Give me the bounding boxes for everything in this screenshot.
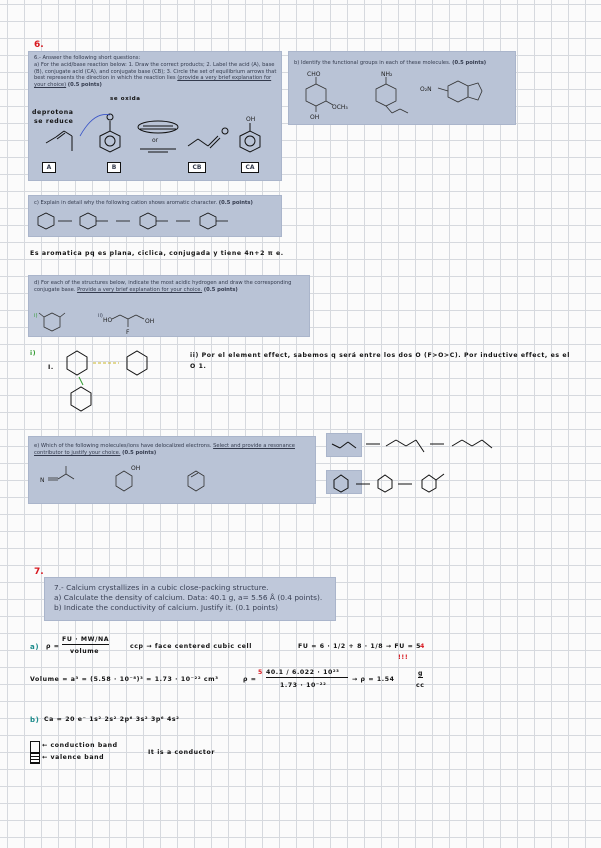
question-6a-card	[28, 51, 282, 181]
label-base-box: B	[107, 162, 121, 173]
answer-6d-drawing	[55, 345, 175, 415]
atom-cho: CHO	[307, 71, 321, 78]
atom-oh-d: OH	[145, 318, 155, 325]
question-6c-text-main: c) Explain in detail why the following cation shows aromatic character.	[34, 200, 218, 206]
valence-band-box	[30, 752, 40, 764]
atom-ho: HO	[103, 317, 113, 324]
answer-6d-explanation: ii) Por el element effect, sabemos q será entre los dos O (F>O>C). Por inductive effect, es el O 1.	[190, 352, 570, 370]
answer-7a-fu-correction: 4	[420, 643, 425, 650]
question-6d-card	[28, 275, 310, 337]
question-6e-text-link: Select and provide a resonance contributor to justify your choice.	[34, 443, 295, 456]
answer-7a-rho: ρ =	[46, 643, 60, 650]
question-6a-text-link: (provide a very brief explanation for your choice)	[34, 75, 272, 88]
phenol-structure	[240, 123, 260, 152]
answer-7a-unit-den: cc	[416, 682, 425, 689]
aromatic-cation-drawing	[28, 195, 282, 237]
delocalization-molecules-drawing	[28, 436, 316, 504]
label-acid-box: A	[42, 162, 56, 173]
acidity-structures-drawing	[28, 275, 310, 337]
answer-7a-fraction-num: FU · MW/NA	[62, 636, 110, 643]
answer-7a-ccp: ccp → face centered cubic cell	[130, 643, 252, 650]
handwritten-reduced: se reduce	[34, 118, 74, 125]
equilibrium-arrows	[138, 121, 178, 152]
atom-o2n: O₂N	[420, 86, 432, 93]
question-6e-text-main: e) Which of the following molecules/ions have delocalized electrons.	[34, 443, 212, 449]
answer-7a-rho-correction: 5	[258, 669, 263, 676]
atom-n: N	[40, 477, 45, 484]
label-conj-acid-box: CA	[241, 162, 259, 173]
answer-6d-label-i: i)	[30, 350, 37, 357]
section-number-6: 6.	[34, 40, 44, 50]
question-6c-points: (0.5 points)	[218, 200, 253, 206]
question-6e-points: (0.5 points)	[122, 449, 157, 456]
question-6b-card	[288, 51, 516, 125]
alkyne-structure	[46, 131, 72, 151]
phenoxide-structure	[100, 114, 120, 152]
question-6-title: 6.- Answer the following short questions:	[34, 55, 141, 61]
question-6d-label-ii: ii)	[98, 313, 103, 319]
handwritten-oxidized: se oxida	[110, 96, 141, 102]
svg-text:or: or	[152, 137, 159, 144]
question-6d-text-link: Provide a very brief explanation for your choice.	[77, 286, 203, 293]
functional-groups-drawing	[288, 51, 516, 125]
question-6c-card	[28, 195, 282, 237]
phenol-oh-label: OH	[246, 116, 256, 123]
answer-7a-red-note: !!!	[398, 654, 409, 661]
atom-oh: OH	[310, 114, 320, 121]
question-6a-points: (0.5 points)	[67, 81, 102, 88]
question-6b-points: (0.5 points)	[452, 60, 487, 66]
answer-7b-valence: ← valence band	[42, 754, 105, 761]
answer-7b-conduction: ← conduction band	[42, 742, 118, 749]
answer-6d-roman-one: I.	[48, 364, 54, 371]
answer-7b-prefix: b)	[30, 716, 40, 724]
atom-oh-e: OH	[131, 465, 141, 472]
question-6d-text-main: d) For each of the structures below, indicate the most acidic hydrogen and draw the corresponding conjugate base.	[34, 280, 292, 293]
answer-7a-fu: FU = 6 · 1/2 + 8 · 1/8 → FU = 5	[298, 643, 422, 650]
question-6d-points: (0.5 points)	[203, 286, 238, 293]
answer-7b-conclusion: It is a conductor	[148, 749, 215, 756]
answer-7a-rho-2: ρ =	[243, 676, 257, 683]
atom-f: F	[126, 329, 130, 336]
question-6e-card	[28, 436, 316, 504]
question-7-card	[44, 577, 336, 621]
answer-7a-prefix: a)	[30, 643, 40, 651]
answer-7a-result: → ρ = 1.54	[352, 676, 395, 683]
answer-7a-volume: Volume = a³ = (5.58 · 10⁻⁸)³ = 1.73 · 10⁻²² cm³	[30, 676, 219, 683]
label-conj-base-box: CB	[188, 162, 206, 173]
section-number-7: 7.	[34, 567, 44, 577]
answer-7a-rho-den: 1.73 · 10⁻²²	[280, 682, 327, 689]
question-6a-text-main: a) For the acid/base reaction below: 1. Draw the correct products; 2. Label the acid (A), base (B), conjugate acid (CA), and conjugate base (CB); 3. Circle the set of equilibrium arrows that best represents the direction in which the reaction lies	[34, 62, 277, 82]
question-7-line-2: a) Calculate the density of calcium. Data: 40.1 g, a= 5.56 Å (0.4 points).	[54, 593, 323, 602]
answer-6c-handwriting: Es aromatica pq es plana, ciclica, conjugada y tiene 4n+2 π e.	[30, 250, 284, 257]
question-7-line-1: 7.- Calcium crystallizes in a cubic close-packing structure.	[54, 583, 269, 592]
alkynide-structure	[188, 128, 228, 148]
atom-nh2: NH₂	[381, 71, 393, 78]
answer-7a-fraction-den: volume	[70, 648, 100, 655]
question-6d-label-i: i)	[34, 313, 38, 319]
question-6b-text-main: b) Identify the functional groups in each of these molecules.	[294, 60, 451, 66]
answer-7b-config: Ca = 20 e⁻ 1s² 2s² 2p⁶ 3s² 3p⁶ 4s²	[44, 716, 180, 723]
handwritten-deprotonated: deprotona	[32, 109, 74, 116]
resonance-contributors-drawing	[326, 430, 526, 500]
atom-och3: OCH₃	[332, 104, 348, 111]
answer-7a-unit-num: g	[418, 670, 424, 677]
answer-7a-rho-num: 40.1 / 6.022 · 10²³	[266, 669, 348, 678]
question-7-line-3: b) Indicate the conductivity of calcium. Justify it. (0.1 points)	[54, 603, 278, 612]
